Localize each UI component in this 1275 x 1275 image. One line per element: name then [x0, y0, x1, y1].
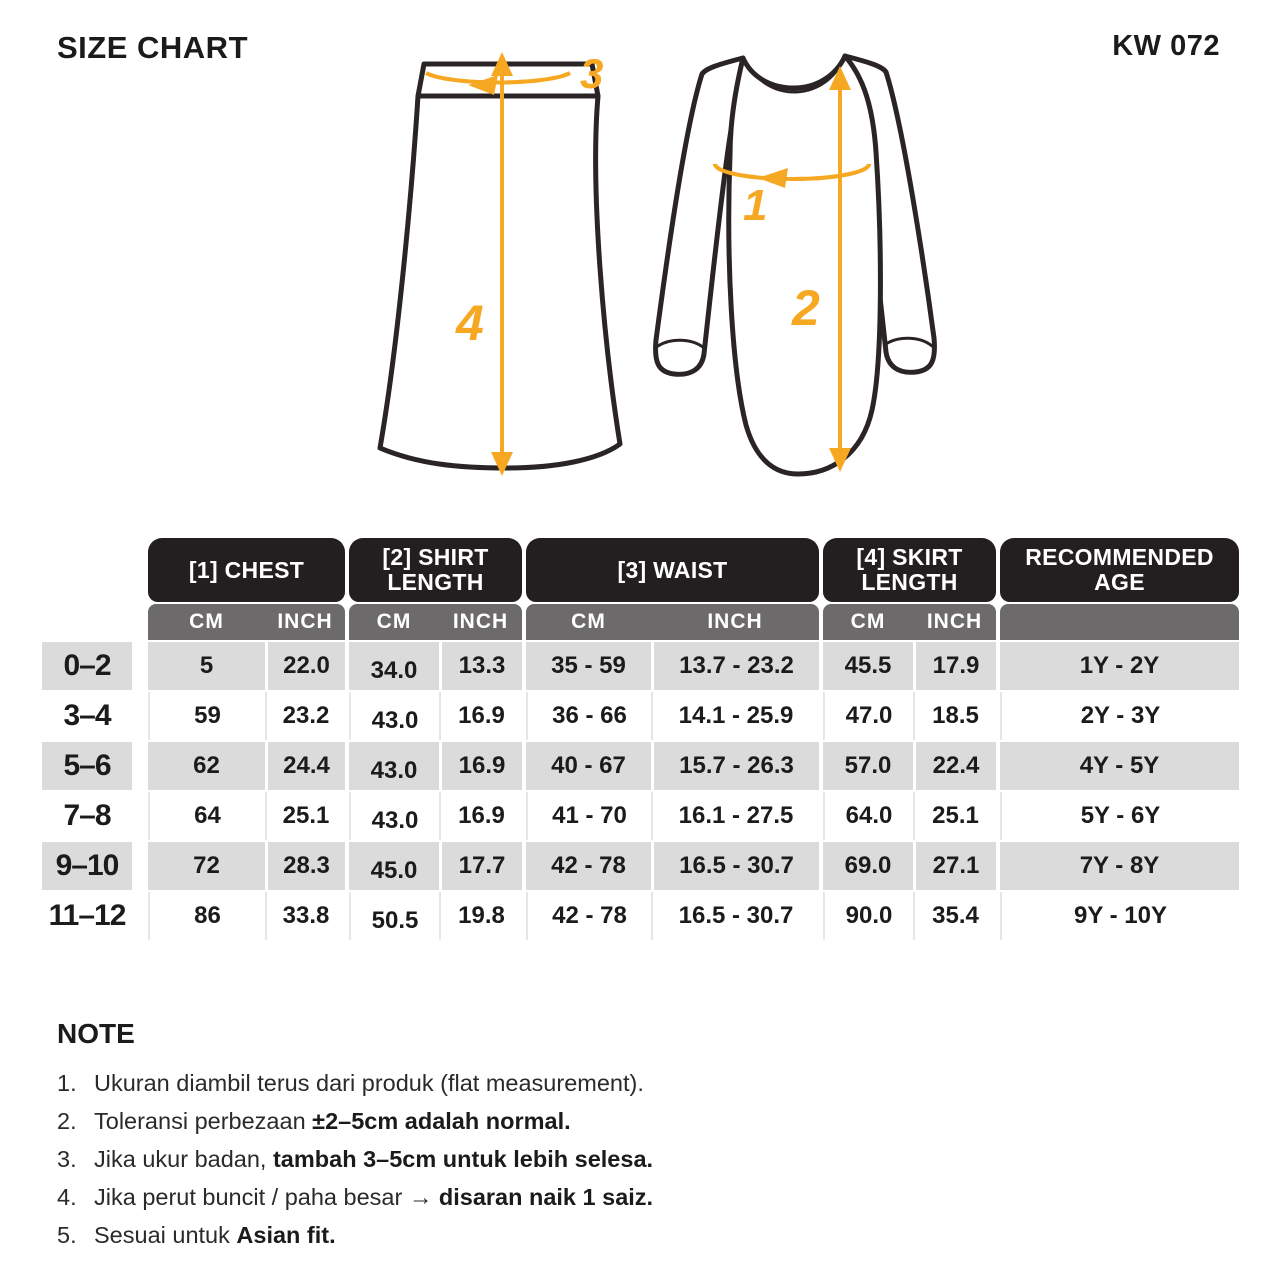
- header-skirt-length: [4] SKIRT LENGTH: [823, 538, 996, 602]
- shirt-length-cm: 45.0: [349, 842, 439, 890]
- shirt-length-inch: 19.8: [439, 892, 522, 940]
- chest-cm: 86: [148, 892, 265, 940]
- note-text: Jika perut buncit / paha besar → disaran naik 1 saiz.: [94, 1184, 654, 1210]
- unit-label-inch: INCH: [707, 610, 763, 633]
- table-row: [42, 892, 1239, 940]
- chest-inch: 22.0: [265, 642, 345, 690]
- recommended-age: 5Y - 6Y: [1000, 792, 1239, 840]
- unit-label-inch: INCH: [926, 610, 983, 633]
- shirt-length-cm: 34.0: [349, 642, 439, 690]
- chest-inch: 24.4: [265, 742, 345, 790]
- note-text: Jika ukur badan, tambah 3–5cm untuk lebih selesa.: [94, 1146, 654, 1172]
- note-number: 3.: [57, 1146, 77, 1172]
- shirt-body: [729, 56, 881, 474]
- size-label: 5–6: [42, 742, 132, 790]
- waist-cm: 42 - 78: [526, 892, 651, 940]
- size-table: [42, 538, 1239, 942]
- note-text: Ukuran diambil terus dari produk (flat measurement).: [94, 1070, 644, 1096]
- note-item: [57, 1216, 957, 1254]
- unit-label-cm: CM: [189, 610, 224, 633]
- table-row: [42, 742, 1239, 790]
- table-row: [42, 692, 1239, 740]
- shirt-length-cm: 50.5: [349, 892, 439, 940]
- shirt-length-cm: 43.0: [349, 692, 439, 740]
- skirt-length-cm: 45.5: [823, 642, 913, 690]
- size-label: 7–8: [42, 792, 132, 840]
- skirt-diagram: [358, 40, 658, 485]
- header-recommended-age: RECOMMENDED AGE: [1000, 538, 1239, 602]
- header-shirt-length: [2] SHIRT LENGTH: [349, 538, 522, 602]
- note-item: [57, 1064, 957, 1102]
- note-text: Toleransi perbezaan ±2–5cm adalah normal.: [94, 1108, 571, 1134]
- table-subheader-row: [42, 604, 1239, 640]
- note-number: 4.: [57, 1184, 77, 1210]
- skirt-waist-number: 3: [580, 50, 604, 97]
- note-item: [57, 1102, 957, 1140]
- size-label: 0–2: [42, 642, 132, 690]
- table-row: [42, 842, 1239, 890]
- table-header-row: [42, 538, 1239, 602]
- skirt-length-inch: 35.4: [913, 892, 996, 940]
- recommended-age: 2Y - 3Y: [1000, 692, 1239, 740]
- shirt-length-number: 2: [792, 280, 820, 336]
- unit-label-inch: INCH: [452, 610, 509, 633]
- skirt-length-cm: 57.0: [823, 742, 913, 790]
- chest-cm: 72: [148, 842, 265, 890]
- note-number: 5.: [57, 1222, 77, 1248]
- shirt-length-inch: 17.7: [439, 842, 522, 890]
- waist-inch: 16.5 - 30.7: [651, 892, 819, 940]
- waist-cm: 42 - 78: [526, 842, 651, 890]
- note-number: 1.: [57, 1070, 77, 1096]
- waist-inch: 16.1 - 27.5: [651, 792, 819, 840]
- waist-inch: 16.5 - 30.7: [651, 842, 819, 890]
- header-waist: [3] WAIST: [526, 538, 819, 602]
- chest-inch: 25.1: [265, 792, 345, 840]
- shirt-length-cm: 43.0: [349, 792, 439, 840]
- note-item: [57, 1140, 957, 1178]
- unit-label-cm: CM: [571, 610, 606, 633]
- recommended-age: 1Y - 2Y: [1000, 642, 1239, 690]
- shirt-chest-number: 1: [743, 181, 768, 230]
- shirt-length-inch: 16.9: [439, 692, 522, 740]
- shirt-length-cm: 43.0: [349, 742, 439, 790]
- subheader-age: [1000, 604, 1239, 640]
- recommended-age: 4Y - 5Y: [1000, 742, 1239, 790]
- waist-cm: 41 - 70: [526, 792, 651, 840]
- subheader-waist: [526, 604, 819, 640]
- notes-title: NOTE: [57, 1018, 135, 1049]
- skirt-length-inch: 17.9: [913, 642, 996, 690]
- unit-label-cm: CM: [850, 610, 886, 633]
- unit-label-cm: CM: [376, 610, 412, 633]
- chest-cm: 62: [148, 742, 265, 790]
- product-code: KW 072: [1112, 30, 1220, 62]
- skirt-length-inch: 18.5: [913, 692, 996, 740]
- table-row: [42, 792, 1239, 840]
- chest-cm: 5: [148, 642, 265, 690]
- header-chest: [1] CHEST: [148, 538, 345, 602]
- skirt-length-inch: 25.1: [913, 792, 996, 840]
- note-number: 2.: [57, 1108, 77, 1134]
- note-item: [57, 1178, 957, 1216]
- waist-cm: 36 - 66: [526, 692, 651, 740]
- recommended-age: 7Y - 8Y: [1000, 842, 1239, 890]
- shirt-length-inch: 16.9: [439, 742, 522, 790]
- waist-cm: 35 - 59: [526, 642, 651, 690]
- note-text: Sesuai untuk Asian fit.: [94, 1222, 336, 1248]
- skirt-length-inch: 27.1: [913, 842, 996, 890]
- chest-inch: 33.8: [265, 892, 345, 940]
- chest-cm: 59: [148, 692, 265, 740]
- waist-inch: 15.7 - 26.3: [651, 742, 819, 790]
- subheader-shirt: [349, 604, 522, 640]
- waist-inch: 13.7 - 23.2: [651, 642, 819, 690]
- skirt-length-inch: 22.4: [913, 742, 996, 790]
- waist-cm: 40 - 67: [526, 742, 651, 790]
- chest-cm: 64: [148, 792, 265, 840]
- chest-inch: 28.3: [265, 842, 345, 890]
- skirt-length-number: 4: [456, 295, 484, 351]
- notes-section: [57, 1018, 957, 1254]
- skirt-length-cm: 90.0: [823, 892, 913, 940]
- size-label: 3–4: [42, 692, 132, 740]
- shirt-length-inch: 16.9: [439, 792, 522, 840]
- size-label: 11–12: [42, 892, 132, 940]
- page-title: SIZE CHART: [57, 30, 248, 65]
- skirt-length-cm: 64.0: [823, 792, 913, 840]
- recommended-age: 9Y - 10Y: [1000, 892, 1239, 940]
- skirt-length-cm: 69.0: [823, 842, 913, 890]
- subheader-chest: [148, 604, 345, 640]
- shirt-diagram: [640, 40, 970, 490]
- unit-label-inch: INCH: [277, 610, 333, 633]
- shirt-length-inch: 13.3: [439, 642, 522, 690]
- waist-inch: 14.1 - 25.9: [651, 692, 819, 740]
- skirt-length-cm: 47.0: [823, 692, 913, 740]
- chest-inch: 23.2: [265, 692, 345, 740]
- subheader-skirt: [823, 604, 996, 640]
- size-label: 9–10: [42, 842, 132, 890]
- table-row: [42, 642, 1239, 690]
